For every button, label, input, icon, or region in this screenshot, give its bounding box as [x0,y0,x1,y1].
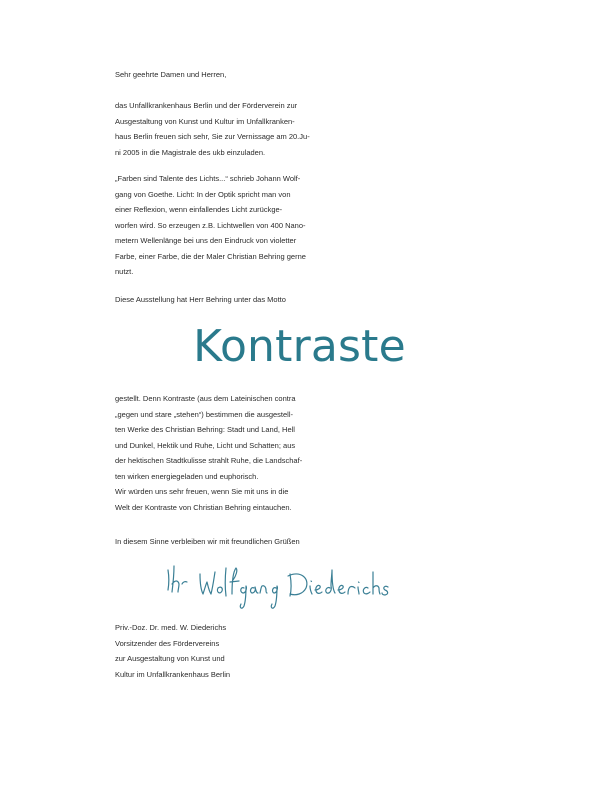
sender-title: Kultur im Unfallkrankenhaus Berlin [115,669,231,679]
sender-name: Priv.-Doz. Dr. med. W. Diederichs [115,623,227,632]
paragraph-line: ten Werke des Christian Behring: Stadt und Land, Hell [115,425,295,434]
paragraph-line: ten wirken energiegeladen und euphorisch. [115,471,259,481]
paragraph-line: ni 2005 in die Magistrale des ukb einzuladen. [115,147,266,157]
sender-title: Vorsitzender des Fördervereins [115,638,220,648]
paragraph-line: einer Reflexion, wenn einfallendes Licht zurückge- [115,205,283,214]
handwritten-signature [160,560,390,616]
paragraph-line: und Dunkel, Hektik und Ruhe, Licht und Schatten; aus [115,440,296,450]
paragraph-invitation [115,98,355,160]
paragraph-line: worfen wird. So erzeugen z.B. Lichtwellen von 400 Nano- [115,220,306,230]
paragraph-line: Diese Ausstellung hat Herr Behring unter das Motto [115,295,286,304]
paragraph-goethe [115,171,355,280]
paragraph-line: haus Berlin freuen sich sehr, Sie zur Vernissage am 20.Ju- [115,132,310,141]
paragraph-motto-intro [115,292,355,308]
paragraph-line: Welt der Kontraste von Christian Behring eintauchen. [115,502,292,512]
paragraph-line: nutzt. [115,267,134,276]
paragraph-line: das Unfallkrankenhaus Berlin und der Förderverein zur [115,101,298,110]
paragraph-line: gang von Goethe. Licht: In der Optik spricht man von [115,189,291,199]
paragraph-contrasts [115,391,355,515]
paragraph-line: metern Wellenlänge bei uns den Eindruck von violetter [115,236,297,245]
sender-title: zur Ausgestaltung von Kunst und [115,654,225,663]
sender-block [115,620,355,682]
paragraph-line: „Farben sind Talente des Lichts...“ schrieb Johann Wolf- [115,174,301,183]
closing-text: In diesem Sinne verbleiben wir mit freundlichen Grüßen [115,537,300,546]
salutation [115,67,355,83]
motto-heading: Kontraste [193,321,406,372]
paragraph-line: „gegen und stare „stehen“) bestimmen die ausgestell- [115,409,294,419]
paragraph-line: gestellt. Denn Kontraste (aus dem Lateinischen contra [115,394,296,403]
paragraph-line: der hektischen Stadtkulisse strahlt Ruhe, die Landschaf- [115,456,303,465]
paragraph-line: Wir würden uns sehr freuen, wenn Sie mit uns in die [115,487,289,496]
paragraph-line: Ausgestaltung von Kunst und Kultur im Unfallkranken- [115,116,295,126]
paragraph-line: Farbe, einer Farbe, die der Maler Christian Behring gerne [115,251,306,261]
closing [115,534,355,550]
salutation-text: Sehr geehrte Damen und Herren, [115,70,227,79]
